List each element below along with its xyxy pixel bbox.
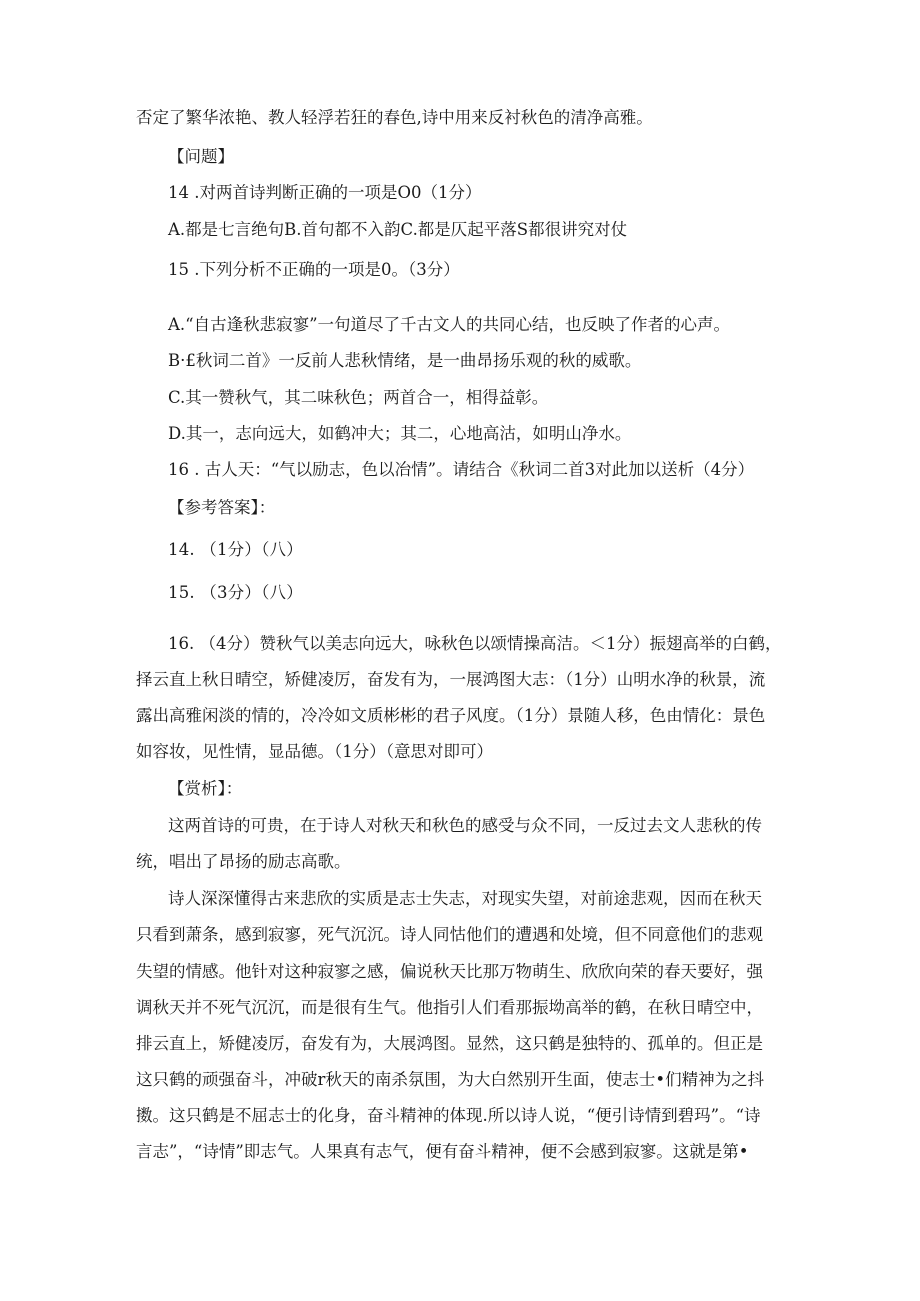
q15-option-b: B·£秋词二首》一反前人悲秋情绪，是一曲昂扬乐观的秋的威歌。: [168, 351, 642, 370]
q15-option-d: D.其一，志向远大，如鹤冲大；其二，心地高沽，如明山净水。: [168, 424, 632, 443]
answer-14: 14. （1分）（八）: [168, 540, 303, 559]
q14-stem: 14 .对两首诗判断正确的一项是O0（1分）: [168, 183, 482, 202]
appreciation-header: 【赏析】：: [168, 779, 243, 798]
answer-15: 15. （3分）（八）: [168, 583, 303, 602]
appreciation-line: 这只鹤的顽强奋斗，冲破r秋天的南杀氛围，为大白然别开生面，使志士•们精神为之抖: [136, 1070, 765, 1089]
answer-16-line: 如容妆，见性情，显品德。（1分）（意思对即可）: [136, 742, 493, 761]
q15-option-a: A.“自古逢秋悲寂寥”一句道尽了千古文人的共同心结，也反映了作者的心声。: [168, 315, 731, 334]
appreciation-line: 擞。这只鹤是不屈志士的化身，奋斗精神的体现.所以诗人说，“便引诗情到碧玛”。“诗: [136, 1106, 761, 1125]
appreciation-line: 只看到萧条，感到寂寥，死气沉沉。诗人同怙他们的遭遇和处境，但不同意他们的悲观: [136, 925, 763, 944]
question-header: 【问题】: [168, 147, 234, 166]
q16-stem: 16 . 古人天：“气以励志，色以冶情”。请结合《秋词二首3对此加以送析（4分）: [168, 460, 755, 479]
appreciation-line: 调秋天并不死气沉沉，而是很有生气。他指引人们看那振坳高举的鹤，在秋日晴空中，: [136, 998, 763, 1017]
appreciation-line: 诗人深深懂得古来悲欣的实质是志士失志，对现实失望，对前途悲观，因而在秋天: [168, 889, 762, 908]
appreciation-line: 言志”，“诗情”即志气。人果真有志气，便有奋斗精神，便不会感到寂寥。这就是第•: [136, 1142, 749, 1161]
q14-options: A.都是七言绝句B.首句都不入韵C.都是仄起平落S都很讲究对仗: [168, 220, 628, 239]
answer-16-line: 露出高雅闲淡的情的，冷冷如文质彬彬的君子风度。（1分）景随人移，色由情化：景色: [136, 706, 766, 725]
appreciation-line: 统，唱出了昂扬的励志高歌。: [136, 852, 351, 871]
answer-header: 【参考答案】：: [168, 498, 276, 517]
q15-option-c: C.其一赞秋气，其二味秋色；两首合一，相得益彰。: [168, 388, 549, 407]
q15-stem: 15 .下列分析不正确的一项是0。（3分）: [168, 260, 460, 279]
answer-16-line: 择云直上秋日晴空，矫健凌厉，奋发有为，一展鸿图大志：（1分）山明水净的秋景，流: [136, 670, 766, 689]
answer-16-line: 16. （4分）赞秋气以美志向远大，咏秋色以颂情操高洁。＜1分）振翅高举的白鹤，: [168, 634, 782, 653]
intro-line: 否定了繁华浓艳、教人轻浮若狂的春色,诗中用来反衬秋色的清净高雅。: [136, 108, 653, 127]
appreciation-line: 失望的情感。他针对这种寂寥之感，偏说秋天比那万物萌生、欣欣向荣的春天要好，强: [136, 962, 763, 981]
appreciation-line: 这两首诗的可贵，在于诗人对秋天和秋色的感受与众不同，一反过去文人悲秋的传: [168, 816, 762, 835]
appreciation-line: 排云直上，矫健凌厉，奋发有为，大展鸿图。显然，这只鹤是独特的、孤单的。但正是: [136, 1034, 763, 1053]
